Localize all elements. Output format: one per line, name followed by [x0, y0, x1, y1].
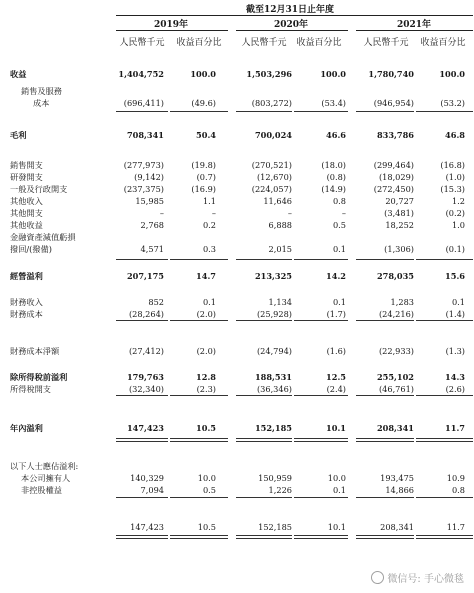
table-cell: (12,670): [256, 172, 292, 182]
col-label-2019-percent: 收益百分比: [176, 38, 222, 48]
table-cell: (0.7): [196, 172, 216, 182]
underline: [356, 497, 414, 498]
underline: [116, 497, 168, 498]
row-label: 本公司擁有人: [21, 473, 71, 483]
underline: [356, 395, 414, 396]
underline: [236, 395, 292, 396]
col-label-2021-amount: 人民幣千元: [363, 38, 409, 48]
row-label: 其他開支: [10, 208, 43, 218]
table-cell: 2,015: [268, 244, 292, 254]
table-row: [0, 296, 474, 308]
table-cell: 255,102: [376, 372, 414, 382]
table-cell: 147,423: [130, 522, 164, 532]
year-2020-rule: [236, 30, 348, 31]
table-cell: (237,375): [123, 184, 164, 194]
underline: [236, 259, 292, 260]
table-row: [0, 159, 474, 171]
table-cell: (46,761): [378, 384, 414, 394]
table-cell: (36,346): [256, 384, 292, 394]
table-cell: 10.0: [327, 473, 346, 483]
table-cell: (1.7): [326, 309, 346, 319]
underline: [356, 111, 414, 112]
underline: [416, 320, 473, 321]
row-label: 成本: [33, 98, 50, 108]
table-cell: (1,306): [384, 244, 414, 254]
table-cell: 1.1: [202, 196, 216, 206]
double-underline: [294, 438, 348, 442]
table-cell: 1,283: [390, 297, 414, 307]
underline: [294, 395, 348, 396]
table-cell: 14.2: [326, 271, 346, 281]
table-cell: 6,888: [268, 220, 292, 230]
table-cell: (25,928): [256, 309, 292, 319]
double-underline: [356, 438, 414, 442]
table-cell: (2.6): [445, 384, 465, 394]
table-cell: (53.2): [440, 98, 465, 108]
table-cell: 50.4: [196, 130, 216, 140]
row-label: 一般及行政開支: [10, 184, 68, 194]
table-cell: 12.5: [326, 372, 346, 382]
row-label: 財務收入: [10, 297, 43, 307]
table-cell: 4,571: [140, 244, 164, 254]
double-underline: [416, 438, 473, 442]
table-row: [0, 270, 474, 282]
underline: [416, 395, 473, 396]
table-cell: 147,423: [126, 423, 164, 433]
table-row: [0, 308, 474, 320]
table-cell: (2.0): [196, 346, 216, 356]
double-underline: [294, 535, 348, 539]
table-cell: (1.0): [445, 172, 465, 182]
table-cell: 100.0: [320, 69, 346, 79]
underline: [294, 259, 348, 260]
row-label: 撥回/(撥備): [10, 244, 52, 254]
table-cell: (272,450): [373, 184, 414, 194]
table-cell: 0.5: [202, 485, 216, 495]
table-cell: (0.8): [326, 172, 346, 182]
row-label: 財務成本淨額: [10, 346, 60, 356]
row-label: 其他收入: [10, 196, 43, 206]
table-cell: 0.3: [202, 244, 216, 254]
table-cell: 708,341: [126, 130, 164, 140]
year-2021-rule: [356, 30, 473, 31]
table-cell: 179,763: [126, 372, 164, 382]
table-cell: 1,503,296: [246, 69, 292, 79]
table-cell: 15.6: [445, 271, 465, 281]
table-row: [0, 231, 474, 243]
table-row: [0, 183, 474, 195]
table-cell: (277,973): [123, 160, 164, 170]
watermark-text: 微信号: 手心微毯: [387, 574, 464, 585]
wechat-icon: [371, 571, 384, 584]
double-underline: [416, 535, 473, 539]
table-cell: 193,475: [380, 473, 414, 483]
table-cell: (1.4): [445, 309, 465, 319]
table-cell: 10.1: [326, 423, 346, 433]
table-row: [0, 171, 474, 183]
underline: [170, 395, 228, 396]
table-cell: (946,954): [373, 98, 414, 108]
table-cell: (299,464): [373, 160, 414, 170]
table-cell: (16.8): [440, 160, 465, 170]
year-2020-header: 2020年: [273, 20, 309, 30]
table-cell: 0.1: [451, 297, 465, 307]
table-cell: 1.2: [451, 196, 465, 206]
table-cell: 278,035: [376, 271, 414, 281]
col-label-2020-amount: 人民幣千元: [241, 38, 287, 48]
table-cell: 833,786: [376, 130, 414, 140]
table-cell: 0.1: [332, 297, 346, 307]
table-cell: 100.0: [439, 69, 465, 79]
table-cell: 46.8: [445, 130, 465, 140]
underline: [170, 320, 228, 321]
table-row: [0, 207, 474, 219]
underline: [416, 111, 473, 112]
table-row: [0, 345, 474, 357]
table-cell: 152,185: [258, 522, 292, 532]
table-cell: 10.9: [446, 473, 465, 483]
underline: [170, 259, 228, 260]
table-cell: 852: [148, 297, 164, 307]
table-cell: 188,531: [254, 372, 292, 382]
table-cell: 0.8: [332, 196, 346, 206]
double-underline: [236, 438, 292, 442]
table-cell: (53.4): [321, 98, 346, 108]
col-label-2019-amount: 人民幣千元: [119, 38, 165, 48]
table-cell: 11.7: [445, 423, 465, 433]
table-row: [0, 383, 474, 395]
underline: [116, 259, 168, 260]
row-label: 年內溢利: [10, 423, 43, 433]
row-label: 除所得稅前溢利: [10, 372, 68, 382]
underline: [416, 497, 473, 498]
double-underline: [170, 535, 228, 539]
row-label: 非控股權益: [21, 485, 62, 495]
table-row: [0, 195, 474, 207]
table-row: [0, 371, 474, 383]
table-cell: (803,272): [251, 98, 292, 108]
underline: [170, 497, 228, 498]
table-cell: 14.7: [196, 271, 216, 281]
table-cell: (2.0): [196, 309, 216, 319]
table-cell: (24,216): [378, 309, 414, 319]
table-cell: 100.0: [190, 69, 216, 79]
double-underline: [356, 535, 414, 539]
row-label: 研發開支: [10, 172, 43, 182]
col-label-2020-percent: 收益百分比: [296, 38, 342, 48]
table-cell: –: [159, 208, 164, 218]
table-row: [0, 219, 474, 231]
table-row: [0, 129, 474, 141]
underline: [236, 111, 292, 112]
table-cell: 1,134: [268, 297, 292, 307]
period-rule: [116, 15, 473, 16]
table-cell: (9,142): [134, 172, 164, 182]
table-cell: 2,768: [140, 220, 164, 230]
table-cell: (1.6): [326, 346, 346, 356]
table-row: [0, 97, 474, 109]
table-cell: 152,185: [254, 423, 292, 433]
table-cell: 208,341: [380, 522, 414, 532]
table-cell: 10.5: [196, 423, 216, 433]
table-cell: 140,329: [130, 473, 164, 483]
year-2019-rule: [116, 30, 228, 31]
table-cell: 12.8: [196, 372, 216, 382]
table-cell: (28,264): [128, 309, 164, 319]
row-label: 銷售及服務: [21, 86, 62, 96]
table-cell: 213,325: [254, 271, 292, 281]
table-cell: –: [287, 208, 292, 218]
underline: [356, 320, 414, 321]
table-row: [0, 422, 474, 434]
underline: [356, 259, 414, 260]
table-cell: (2.4): [326, 384, 346, 394]
underline: [236, 497, 292, 498]
table-row: [0, 68, 474, 80]
table-cell: 15,985: [135, 196, 164, 206]
table-cell: 0.5: [332, 220, 346, 230]
underline: [294, 320, 348, 321]
watermark: [371, 570, 464, 585]
table-cell: 0.1: [202, 297, 216, 307]
table-cell: (18.0): [321, 160, 346, 170]
period-header: 截至12月31日止年度: [245, 5, 335, 15]
double-underline: [236, 535, 292, 539]
table-cell: 1.0: [451, 220, 465, 230]
underline: [116, 320, 168, 321]
table-cell: 7,094: [140, 485, 164, 495]
table-cell: 207,175: [126, 271, 164, 281]
table-cell: 0.1: [332, 485, 346, 495]
col-label-2021-percent: 收益百分比: [420, 38, 466, 48]
row-label: 毛利: [10, 130, 27, 140]
table-cell: (24,794): [256, 346, 292, 356]
table-cell: 10.5: [197, 522, 216, 532]
underline: [294, 111, 348, 112]
table-cell: (270,521): [251, 160, 292, 170]
row-label: 財務成本: [10, 309, 43, 319]
underline: [294, 497, 348, 498]
table-cell: (27,412): [128, 346, 164, 356]
table-cell: (18,029): [378, 172, 414, 182]
year-2021-header: 2021年: [396, 20, 432, 30]
table-cell: 20,727: [385, 196, 414, 206]
table-cell: (3,481): [384, 208, 414, 218]
double-underline: [116, 438, 168, 442]
double-underline: [170, 438, 228, 442]
table-cell: (15.3): [440, 184, 465, 194]
table-row: [0, 460, 474, 472]
table-row: [0, 472, 474, 484]
table-cell: (0.1): [445, 244, 465, 254]
table-cell: 14,866: [385, 485, 414, 495]
table-cell: (16.9): [191, 184, 216, 194]
table-row: [0, 521, 474, 533]
double-underline: [116, 535, 168, 539]
underline: [170, 111, 228, 112]
row-label: 所得稅開支: [10, 384, 51, 394]
table-cell: 0.1: [332, 244, 346, 254]
table-cell: 0.8: [451, 485, 465, 495]
underline: [116, 111, 168, 112]
table-cell: (2.3): [196, 384, 216, 394]
table-cell: (32,340): [128, 384, 164, 394]
row-label: 其他收益: [10, 220, 43, 230]
table-cell: 11.7: [446, 522, 465, 532]
table-cell: 208,341: [376, 423, 414, 433]
table-cell: 1,226: [268, 485, 292, 495]
table-cell: (22,933): [378, 346, 414, 356]
row-label: 收益: [10, 69, 27, 79]
row-label: 金融資產減值虧損: [10, 232, 76, 242]
table-cell: (49.6): [191, 98, 216, 108]
underline: [116, 395, 168, 396]
table-cell: (1.3): [445, 346, 465, 356]
table-cell: 46.6: [326, 130, 346, 140]
table-row: [0, 484, 474, 496]
table-cell: 0.2: [202, 220, 216, 230]
table-cell: 10.0: [197, 473, 216, 483]
table-cell: 1,404,752: [118, 69, 164, 79]
table-cell: (19.8): [191, 160, 216, 170]
underline: [416, 259, 473, 260]
table-cell: 11,646: [263, 196, 292, 206]
table-row: [0, 243, 474, 255]
table-cell: (224,057): [251, 184, 292, 194]
table-cell: (14.9): [321, 184, 346, 194]
table-cell: –: [341, 208, 346, 218]
table-cell: 18,252: [385, 220, 414, 230]
row-label: 以下人士應佔溢利:: [10, 461, 79, 471]
table-cell: 14.3: [445, 372, 465, 382]
table-cell: (0.2): [445, 208, 465, 218]
table-cell: –: [211, 208, 216, 218]
table-cell: (696,411): [123, 98, 164, 108]
table-cell: 10.1: [327, 522, 346, 532]
table-cell: 700,024: [254, 130, 292, 140]
year-2019-header: 2019年: [153, 20, 189, 30]
table-row: [0, 85, 474, 97]
row-label: 銷售開支: [10, 160, 43, 170]
table-cell: 1,780,740: [368, 69, 414, 79]
underline: [236, 320, 292, 321]
row-label: 經營溢利: [10, 271, 43, 281]
table-cell: 150,959: [258, 473, 292, 483]
